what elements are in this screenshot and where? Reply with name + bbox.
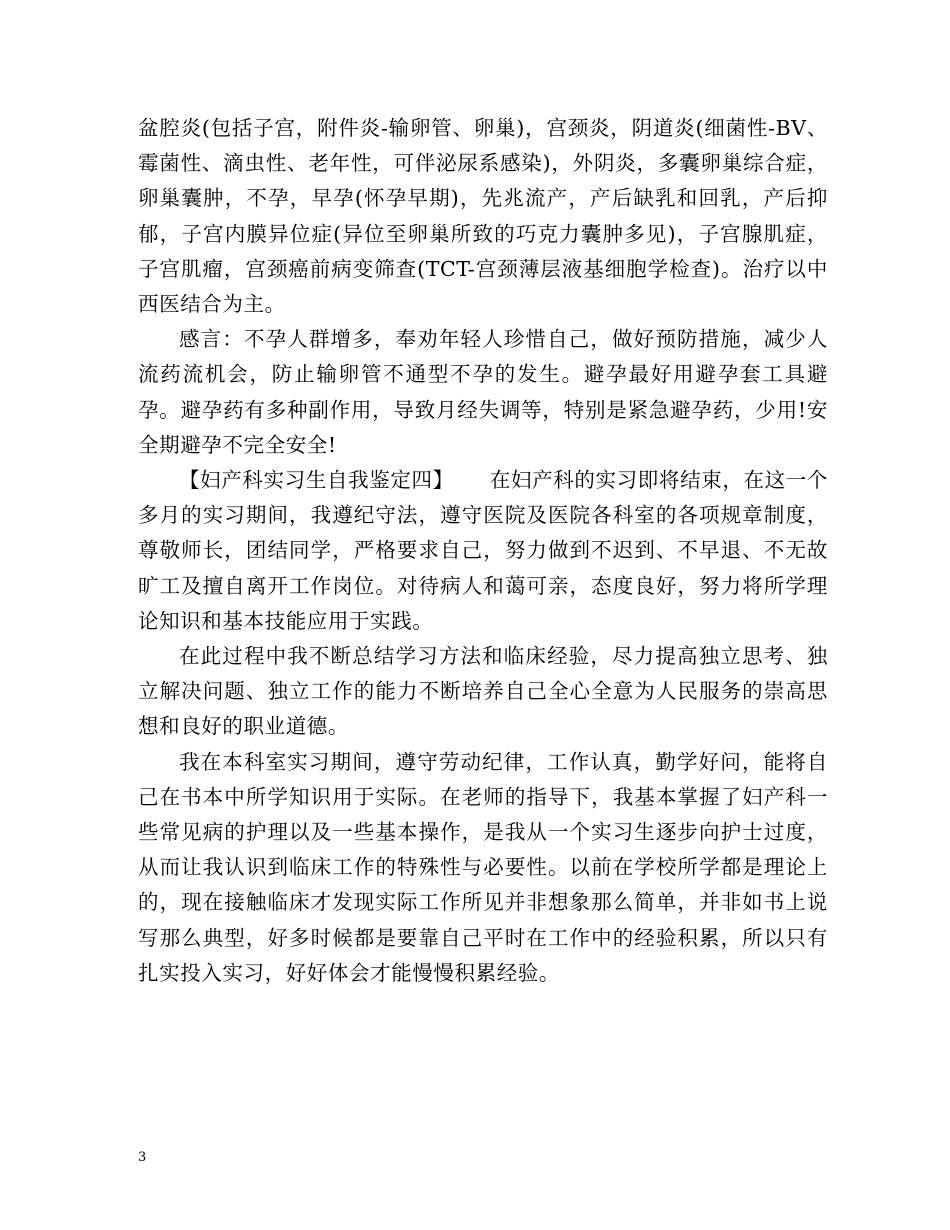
document-body — [138, 111, 828, 991]
page-number: 3 — [138, 1150, 147, 1165]
paragraph-self-evaluation-text: 在妇产科的实习即将结束，在这一个多月的实习期间，我遵纪守法，遵守医院及医院各科室的各项规章制度，尊敬师长，团结同学，严格要求自己，努力做到不迟到、不早退、不无故旷工及擅自离开工作岗位。对待病人和蔼可亲，态度良好，努力将所学理论知识和基本技能应用于实践。 — [138, 468, 828, 633]
paragraph-learning-process: 在此过程中我不断总结学习方法和临床经验，尽力提高独立思考、独立解决问题、独立工作的能力不断培养自己全心全意为人民服务的崇高思想和良好的职业道德。 — [138, 644, 828, 739]
paragraph-self-evaluation-four — [138, 463, 828, 639]
paragraph-department-internship: 我在本科室实习期间，遵守劳动纪律，工作认真，勤学好问，能将自己在书本中所学知识用于实际。在老师的指导下，我基本掌握了妇产科一些常见病的护理以及一些基本操作，是我从一个实习生逐步向护士过度，从而让我认识到临床工作的特殊性与必要性。以前在学校所学都是理论上的，现在接触临床才发现实际工作所见并非想象那么简单，并非如书上说写那么典型，好多时候都是要靠自己平时在工作中的经验积累，所以只有扎实投入实习，好好体会才能慢慢积累经验。 — [138, 749, 828, 985]
paragraph-conditions-list: 盆腔炎(包括子宫，附件炎-输卵管、卵巢)，宫颈炎，阴道炎(细菌性-BV、霉菌性、滴虫性、老年性，可伴泌尿系感染)，外阴炎，多囊卵巢综合症，卵巢囊肿，不孕，早孕(怀孕早期)，先兆流产，产后缺乳和回乳，产后抑郁，子宫内膜异位症(异位至卵巢所致的巧克力囊肿多见)，子宫腺肌症，子宫肌瘤，宫颈癌前病变筛查(TCT-宫颈薄层液基细胞学检查)。治疗以中西医结合为主。 — [138, 116, 828, 317]
paragraph-reflection: 感言：不孕人群增多，奉劝年轻人珍惜自己，做好预防措施，减少人流药流机会，防止输卵管不通型不孕的发生。避孕最好用避孕套工具避孕。避孕药有多种副作用，导致月经失调等，特别是紧急避孕药，少用!安全期避孕不完全安全! — [138, 327, 828, 457]
section-heading: 【妇产科实习生自我鉴定四】 — [179, 468, 454, 493]
